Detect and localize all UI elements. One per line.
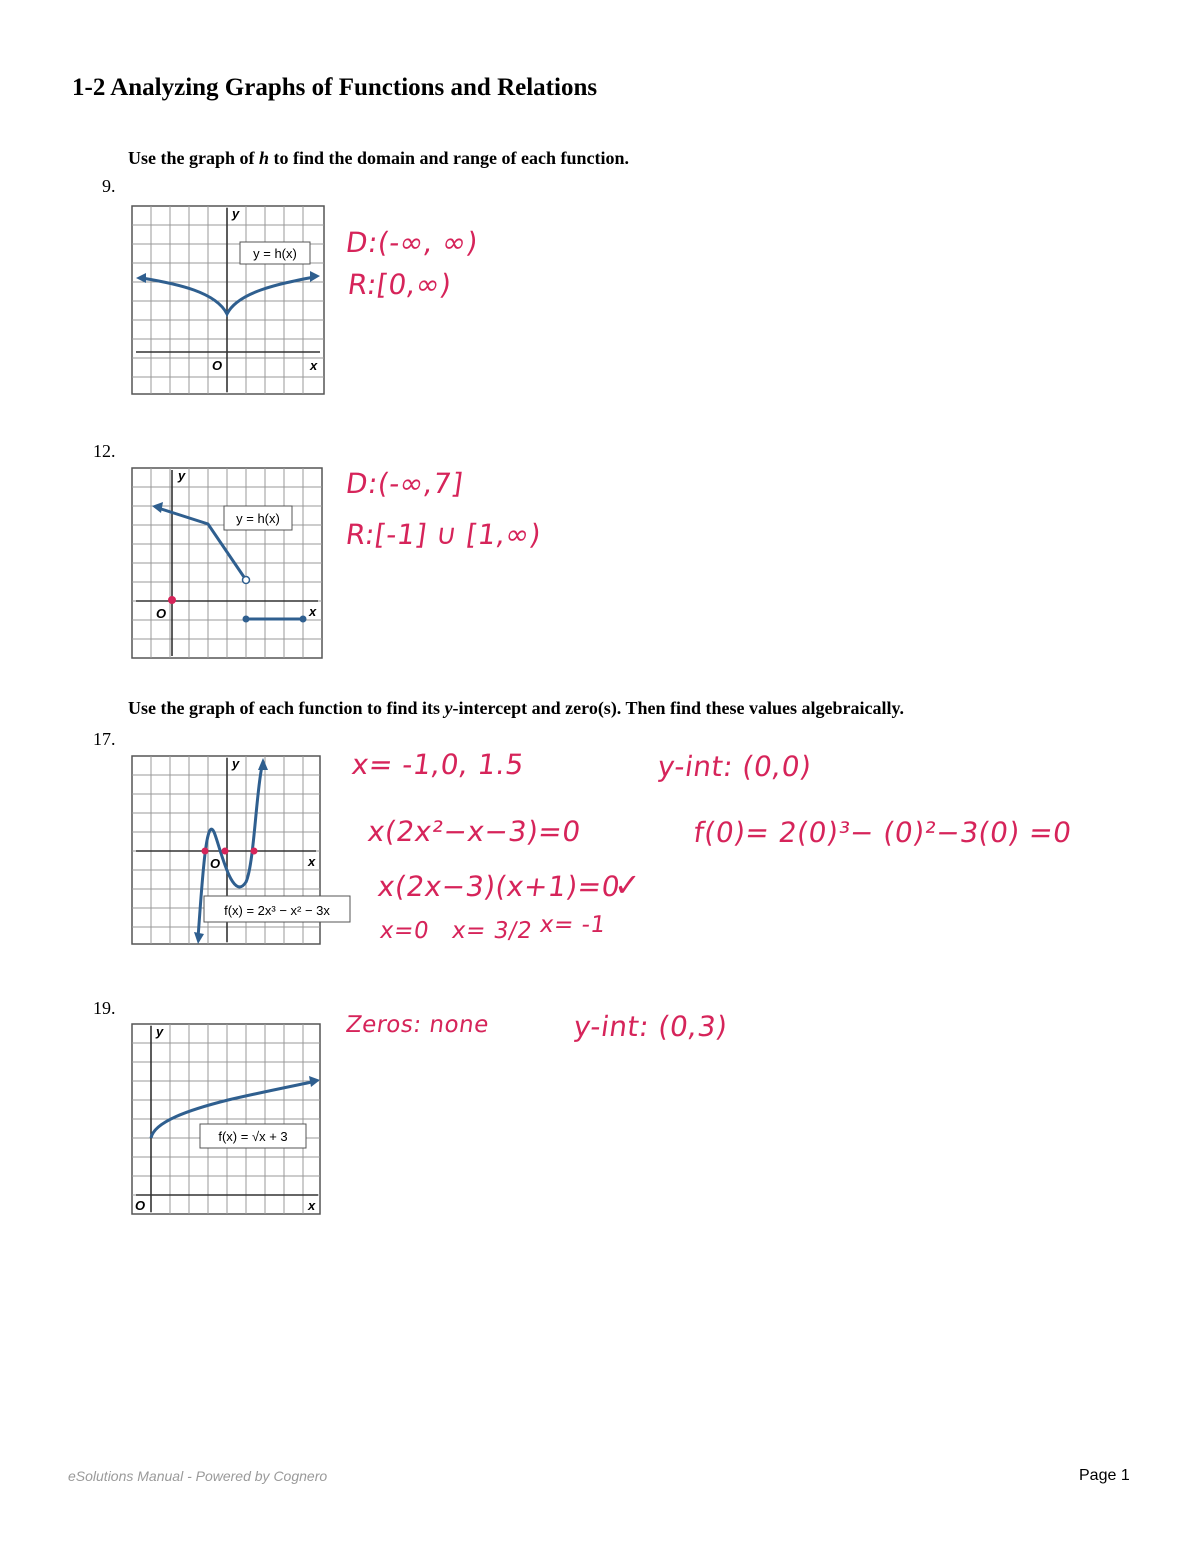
origin-label: O bbox=[156, 606, 167, 621]
origin-label: O bbox=[135, 1198, 146, 1213]
answer-y-intercept: y-int: (0,0) bbox=[655, 750, 814, 783]
func-label: f(x) = 2x³ − x² − 3x bbox=[224, 903, 330, 918]
answer-zero-3: x= -1 bbox=[538, 912, 608, 938]
graph-problem-19 bbox=[128, 1022, 324, 1216]
problem-number: 12. bbox=[93, 441, 116, 461]
func-label: f(x) = √x + 3 bbox=[218, 1129, 288, 1144]
answer-factored: x(2x−3)(x+1)=0 bbox=[375, 870, 623, 903]
answer-domain: D:(-∞, ∞) bbox=[343, 226, 481, 259]
x-axis-label: x bbox=[309, 604, 317, 619]
answer-zero-2: x= 3/2 bbox=[450, 918, 535, 944]
instruction-intercepts: Use the graph of each function to find its y-intercept and zero(s). Then find these values algebraically. bbox=[128, 698, 905, 718]
y-axis-label: y bbox=[232, 206, 240, 221]
answer-y-intercept: y-int: (0,3) bbox=[571, 1010, 730, 1043]
answer-zeros: x= -1,0, 1.5 bbox=[349, 748, 527, 781]
problem-number: 19. bbox=[93, 998, 116, 1018]
instruction-domain-range: Use the graph of h to find the domain and range of each function. bbox=[128, 148, 630, 168]
origin-label: O bbox=[212, 358, 223, 373]
origin-label: O bbox=[210, 856, 221, 871]
answer-zeros: Zeros: none bbox=[344, 1012, 491, 1038]
func-label: y = h(x) bbox=[253, 246, 297, 261]
check-mark-icon: ✓ bbox=[614, 866, 641, 904]
handwritten-point bbox=[168, 596, 176, 604]
x-axis-label: x bbox=[310, 358, 318, 373]
answer-f-of-zero: f(0)= 2(0)³− (0)²−3(0) =0 bbox=[691, 816, 1074, 849]
answer-zero-1: x=0 bbox=[378, 918, 431, 944]
answer-range: R:[0,∞) bbox=[345, 268, 454, 301]
graph-problem-9 bbox=[128, 204, 328, 396]
page-title: 1-2 Analyzing Graphs of Functions and Relations bbox=[72, 74, 598, 101]
answer-range: R:[-1] ∪ [1,∞) bbox=[343, 518, 544, 551]
graph-problem-12 bbox=[128, 466, 324, 660]
page-number: Page 1 bbox=[1079, 1467, 1130, 1484]
problem-number: 9. bbox=[102, 176, 116, 196]
graph-problem-17 bbox=[128, 754, 354, 948]
problem-number: 17. bbox=[93, 729, 116, 749]
open-point bbox=[243, 577, 250, 584]
y-axis-label: y bbox=[156, 1024, 164, 1039]
footer-publisher: eSolutions Manual - Powered by Cognero bbox=[68, 1468, 328, 1484]
y-axis-label: y bbox=[232, 756, 240, 771]
x-axis-label: x bbox=[308, 1198, 316, 1213]
func-label: y = h(x) bbox=[236, 511, 280, 526]
y-axis-label: y bbox=[178, 468, 186, 483]
x-axis-label: x bbox=[308, 854, 316, 869]
answer-domain: D:(-∞,7] bbox=[343, 467, 466, 500]
answer-factor-step: x(2x²−x−3)=0 bbox=[365, 815, 583, 848]
